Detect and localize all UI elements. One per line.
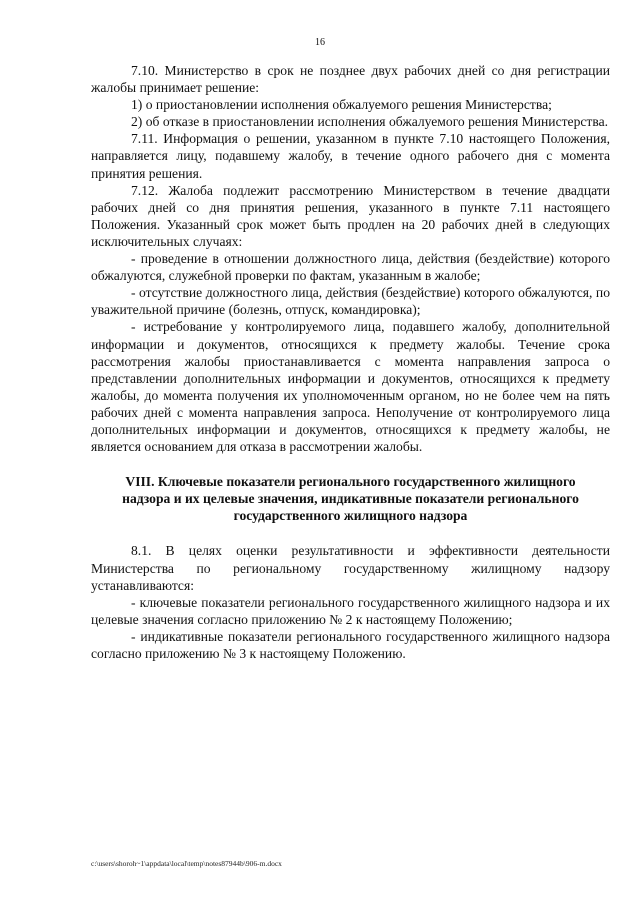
paragraph-7-12-case-1: - проведение в отношении должностного лица, действия (бездействие) которого обжалуются, служебной проверки по фактам, указанным в жалобе; — [91, 251, 610, 284]
paragraph-8-1-item-2: - индикативные показатели регионального государственного жилищного надзора согласно приложению № 3 к настоящему Положению. — [91, 628, 610, 661]
paragraph-8-1: 8.1. В целях оценки результативности и эффективности деятельности Министерства по региональному государственному жилищному надзору устанавливаются: — [91, 543, 610, 593]
paragraph-7-11: 7.11. Информация о решении, указанном в пункте 7.10 настоящего Положения, направляется лицу, подавшему жалобу, в течение одного рабочего дня с момента принятия решения. — [91, 131, 610, 181]
paragraph-7-10-item-2: 2) об отказе в приостановлении исполнения обжалуемого решения Министерства. — [131, 114, 609, 130]
paragraph-8-1-item-1: - ключевые показатели регионального государственного жилищного надзора и их целевые значения согласно приложению № 2 к настоящему Положению; — [91, 594, 610, 627]
page-number: 16 — [315, 37, 325, 48]
paragraph-7-12-case-3: - истребование у контролируемого лица, подавшего жалобу, дополнительной информации и документов, относящихся к предмету жалобы. Течение срока рассмотрения жалобы приостанавливается с момента направления запроса о представлении дополнительных информации и документов, относящихся к предмету жалобы, до момента получения их уполномоченным органом, но не более чем на пять рабочих дней с момента направления запроса. Неполучение от контролируемого лица дополнительных информации и документов, относящихся к предмету жалобы, не является основанием для отказа в рассмотрении жалобы. — [91, 319, 610, 455]
document-body — [91, 62, 610, 662]
paragraph-7-12-case-2: - отсутствие должностного лица, действия (бездействие) которого обжалуются, по уважительной причине (болезнь, отпуск, командировка); — [91, 285, 610, 318]
paragraph-7-12: 7.12. Жалоба подлежит рассмотрению Министерством в течение двадцати рабочих дней со дня принятия решения, указанного в пункте 7.11 настоящего Положения. Указанный срок может быть продлен на 20 рабочих дней в следующих исключительных случаях: — [91, 182, 610, 249]
paragraph-7-10-item-1: 1) о приостановлении исполнения обжалуемого решения Министерства; — [131, 97, 552, 113]
paragraph-7-10: 7.10. Министерство в срок не позднее двух рабочих дней со дня регистрации жалобы принимает решение: — [91, 63, 610, 96]
section-heading: VIII. Ключевые показатели регионального государственного жилищного надзора и их целевые значения, индикативные показатели регионального государственного жилищного надзора — [122, 474, 579, 524]
footer-file-path: c:\users\shoroh~1\appdata\local\temp\notes87944b\906-m.docx — [91, 859, 282, 868]
